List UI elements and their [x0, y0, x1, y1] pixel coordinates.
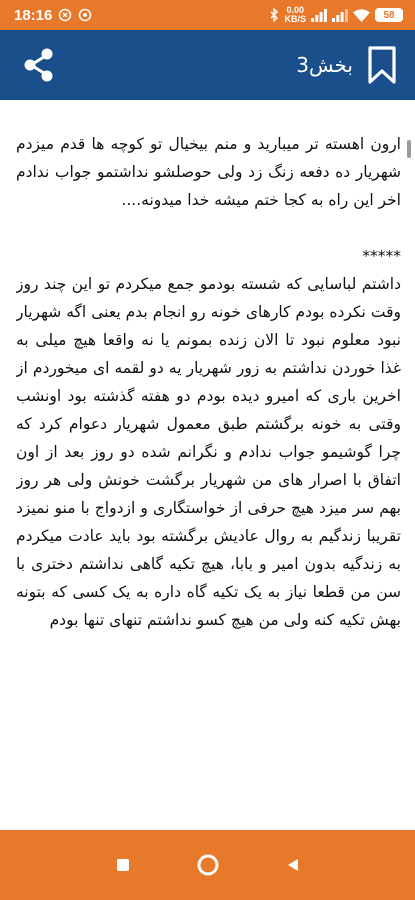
paragraph: ارون اهسته تر میبارید و منم بیخیال تو کوچه ها قدم میزدم شهریار ده دفعه زنگ زد ولی حوصلشو نداشتمو جواب ندادم اخر این راه به کجا ختم میشه خدا میدونه....	[16, 135, 401, 209]
page-title: بخش3	[296, 53, 353, 77]
network-speed: 0.00 KB/S	[284, 5, 306, 24]
back-triangle-icon[interactable]	[273, 845, 313, 885]
battery-icon: 58	[375, 8, 403, 22]
sync-icon	[58, 8, 72, 22]
share-icon[interactable]	[20, 46, 58, 84]
scrollbar[interactable]	[407, 140, 411, 158]
system-nav-bar	[0, 830, 415, 900]
bookmark-icon[interactable]	[367, 46, 397, 84]
home-circle-icon[interactable]	[188, 845, 228, 885]
notification-icon	[78, 8, 92, 22]
recents-square-icon[interactable]	[103, 845, 143, 885]
status-left	[14, 7, 92, 24]
signal-icon-2	[332, 9, 348, 22]
section-separator: *****	[362, 247, 401, 265]
bluetooth-icon	[269, 8, 279, 22]
signal-icon	[311, 9, 327, 22]
title-group	[296, 46, 397, 84]
wifi-icon	[353, 9, 370, 22]
status-time: 18:16	[14, 6, 53, 24]
paragraph: داشتم لباسایی که شسته بودمو جمع میکردم تو این چند روز وقت نکرده بودم کارهای خونه رو انجام بدم یعنی اگه شهریار نبود معلوم نبود تا الان زنده بمونم یا نه واقعا هیچ میلی به غذا خوردن نداشتم به زور شهریار یه دو لقمه ای میخوردم از اخرین باری که امیرو دیده بودم دو هفته گذشته بود اونشب وقتی به خونه برگشتم طبق معمول شهریار دعوام کرد که چرا گوشیمو جواب ندادم و نگرانم شده دو روز بعد از اون اتفاق با اصرار های من شهریار برگشت خونش ولی هر روز بهم سر میزد هیچ حرفی از خواستگاری و ازدواج با منو نمیزد تقریبا زندگیم به روال عادیش برگشته بود باید عادت میکردم به زندگیه بدون امیر و بابا، هیچ تکیه گاهی نداشتم دختری با سن من قطعا نیاز به یک تکیه گاه داره به یک کسی که بتونه بهش تکیه کنه ولی من هیچ کسو نداشتم تنهای تنها بودم	[16, 275, 401, 629]
status-bar	[0, 0, 415, 30]
status-right	[269, 6, 403, 24]
reader-content[interactable]	[0, 100, 415, 830]
reader-text	[16, 130, 401, 830]
app-bar	[0, 30, 415, 100]
